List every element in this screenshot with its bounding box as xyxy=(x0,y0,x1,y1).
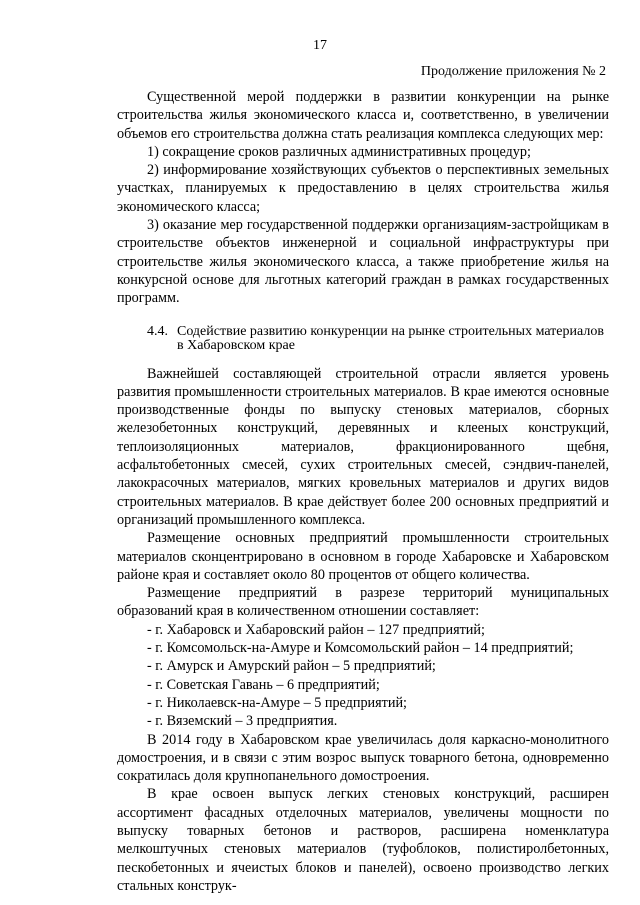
section-heading xyxy=(147,325,609,354)
page-number: 17 xyxy=(313,38,327,53)
list-item: - г. Хабаровск и Хабаровский район – 127 предприятий; xyxy=(147,621,485,638)
measure-item: 2) информирование хозяйствующих субъектов о перспективных земельных участках, планируемых к предоставлению в целях строительства жилья экономического класса; xyxy=(117,162,609,215)
list-item: - г. Советская Гавань – 6 предприятий; xyxy=(147,676,380,693)
list-item: - г. Амурск и Амурский район – 5 предприятий; xyxy=(147,658,436,675)
appendix-label: Продолжение приложения № 2 xyxy=(420,64,606,79)
list-item: - г. Комсомольск-на-Амуре и Комсомольский район – 14 предприятий; xyxy=(147,640,574,657)
measure-item: 3) оказание мер государственной поддержки организациям-застройщикам в строительстве объектов инженерной и социальной инфраструктуры при строительстве жилья экономического класса, а также приобретение жилья на конкурсной основе для льготных категорий граждан в рамках государственных программ. xyxy=(117,217,609,307)
body-paragraph: В крае освоен выпуск легких стеновых конструкций, расширен ассортимент фасадных отделочных материалов, увеличены мощности по выпуску товарных бетонов и растворов, расширена номенклатура мелкоштучных стеновых материалов (туфоблоков, полистиролбетонных, пескобетонных и ячеистых блоков и панелей), освоено производство легких стальных конструк- xyxy=(117,786,609,894)
body-paragraph: Важнейшей составляющей строительной отрасли является уровень развития промышленности строительных материалов. В крае имеются основные производственные фонды по выпуску стеновых материалов, сборных железобетонных конструкций, деревянных и клееных конструкций, теплоизоляционных материалов, фракционированного щебня, асфальтобетонных смесей, сухих строительных смесей, сэндвич-панелей, лакокрасочных материалов, мягких кровельных материалов и других видов строительных материалов. В крае действует более 200 основных предприятий и организаций промышленного комплекса. xyxy=(117,365,609,528)
territory-list xyxy=(117,621,609,731)
body-paragraph: Размещение основных предприятий промышленности строительных материалов сконцентрировано в основном в городе Хабаровске и Хабаровском районе края и составляет около 80 процентов от общего количества. xyxy=(117,530,609,583)
body-paragraph: Размещение предприятий в разрезе территорий муниципальных образований края в количественном отношении составляет: xyxy=(117,585,609,620)
section-title: Содействие развитию конкуренции на рынке строительных материалов в Хабаровском крае xyxy=(177,323,604,354)
measure-item: 1) сокращение сроков различных административных процедур; xyxy=(147,143,531,160)
body-paragraph: В 2014 году в Хабаровском крае увеличилась доля каркасно-монолитного домостроения, и в связи с этим возрос выпуск товарного бетона, одновременно сократилась доля крупнопанельного домостроения. xyxy=(117,731,609,785)
list-item: - г. Николаевск-на-Амуре – 5 предприятий; xyxy=(147,694,408,711)
list-item: - г. Вяземский – 3 предприятия. xyxy=(147,713,338,730)
section-number: 4.4. xyxy=(147,323,168,339)
intro-paragraph: Существенной мерой поддержки в развитии конкуренции на рынке строительства жилья экономического класса и, соответственно, в увеличении объемов его строительства должна стать реализация комплекса следующих мер: xyxy=(117,89,609,142)
document-body xyxy=(117,88,609,895)
